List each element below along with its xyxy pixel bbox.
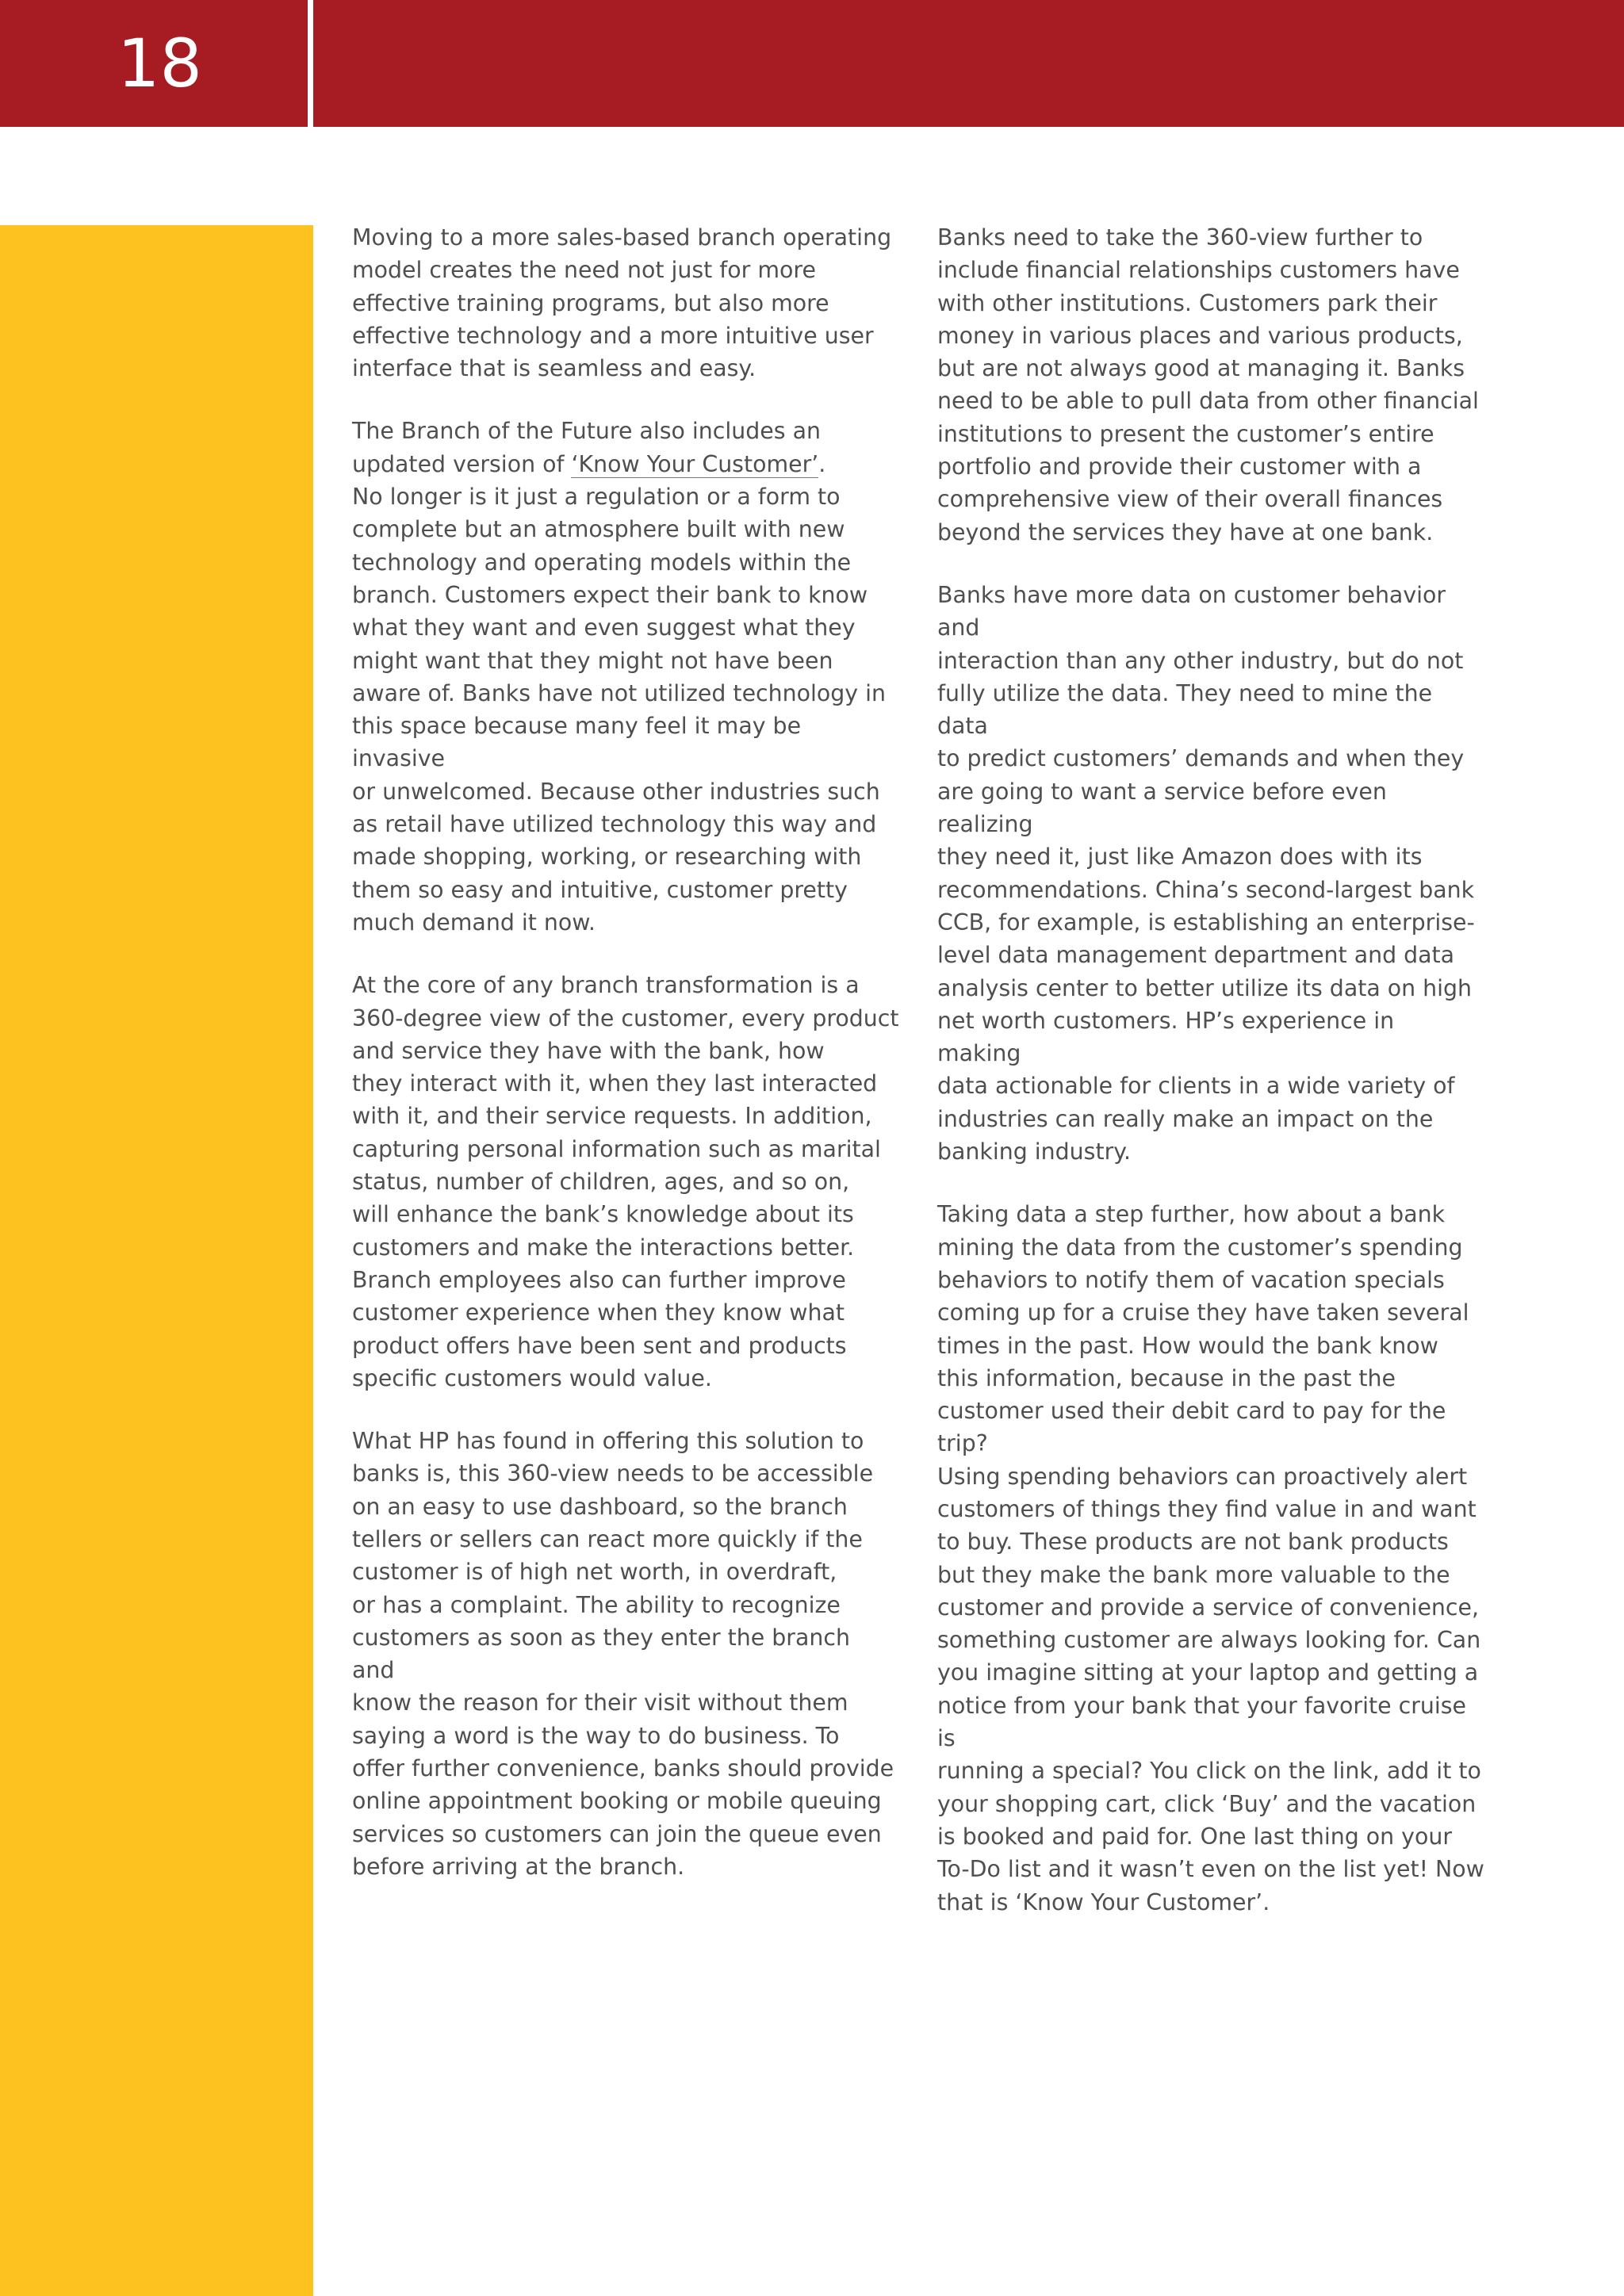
- paragraph-text: . No longer is it just a regulation or a form to complete but an atmosphere built with new technology and operating models within the branch. Customers expect their bank to know what they want and even suggest what they might want that they might not have been aware of. Banks have not utilized technology in this space because many feel it may be invasive or unwelcomed. Because other industries such as retail have utilized technology this way and made shopping, working, or researching with them so easy and intuitive, customer pretty much demand it now.: [352, 450, 886, 936]
- paragraph: Banks need to take the 360-view further to include financial relationships customers have with other institutions. Customers park their money in various places and various products, but are not always good at managing it. Banks need to be able to pull data from other financial institutions to present the customer’s entire portfolio and provide their customer with a comprehensive view of their overall finances beyond the services they have at one bank.: [937, 224, 1479, 545]
- paragraph: Banks have more data on customer behavior and interaction than any other industry, but do not fully utilize the data. They need to mine the data to predict customers’ demands and when they are going to want a service before even realizing they need it, just like Amazon does with its recommendations. China’s second-largest bank CCB, for example, is establishing an enterprise- level data management department and data analysis center to better utilize its data on high net worth customers. HP’s experience in making data actionable for clients in a wide variety of industries can really make an impact on the banking industry.: [937, 581, 1475, 1165]
- paragraph-with-link: [352, 415, 899, 939]
- right-text-column: [937, 221, 1484, 1949]
- paragraph-text: The Branch of the Future also includes an updated version of: [352, 418, 821, 477]
- header-bar: [0, 0, 1624, 127]
- paragraph: Taking data a step further, how about a bank mining the data from the customer’s spending behaviors to notify them of vacation specials coming up for a cruise they have taken several times in the past. How would the bank know this information, because in the past the customer used their debit card to pay for the trip? Using spending behaviors can proactively alert customers of things they find value in and want to buy. These products are not bank products but they make the bank more valuable to the customer and provide a service of convenience, something customer are always looking for. Can you imagine sitting at your laptop and getting a notice from your bank that your favorite cruise is running a special? You click on the link, add it to your shopping cart, click ‘Buy’ and the vacation is booked and paid for. One last thing on your To-Do list and it wasn’t even on the list yet! Now that is ‘Know Your Customer’.: [937, 1201, 1484, 1915]
- know-your-customer-link[interactable]: ‘Know Your Customer’: [571, 450, 819, 477]
- paragraph: Moving to a more sales-based branch operating model creates the need not just for more effective training programs, but also more effective technology and a more intuitive user interface that is seamless and easy.: [352, 224, 892, 382]
- page-number: 18: [117, 25, 202, 102]
- paragraph: At the core of any branch transformation is a 360-degree view of the customer, every product and service they have with the bank, how they interact with it, when they last interacted with it, and their service requests. In addition, capturing personal information such as marital status, number of children, ages, and so on, will enhance the bank’s knowledge about its customers and make the interactions better. Branch employees also can further improve customer experience when they know what product offers have been sent and products specific customers would value.: [352, 972, 899, 1391]
- header-divider: [308, 0, 313, 127]
- left-text-column: [352, 221, 899, 1913]
- side-color-band: [0, 225, 313, 2296]
- paragraph: What HP has found in offering this solution to banks is, this 360-view needs to be accessible on an easy to use dashboard, so the branch tellers or sellers can react more quickly if the customer is of high net worth, in overdraft, or has a complaint. The ability to recognize customers as soon as they enter the branch and know the reason for their visit without them saying a word is the way to do business. To offer further convenience, banks should provide online appointment booking or mobile queuing services so customers can join the queue even before arriving at the branch.: [352, 1428, 894, 1880]
